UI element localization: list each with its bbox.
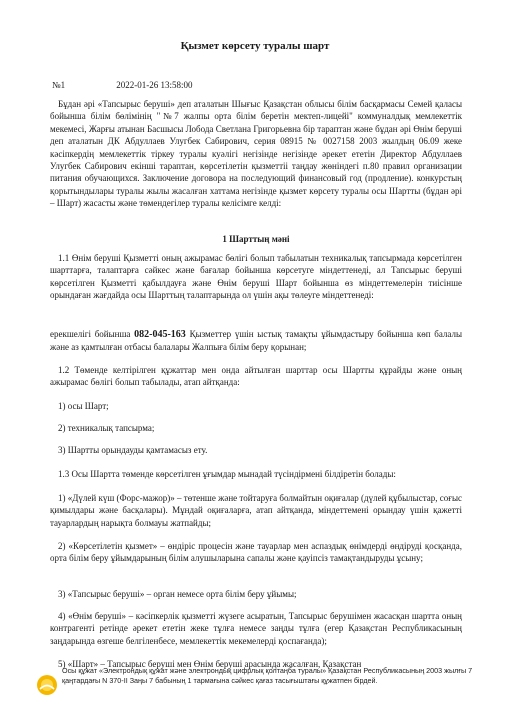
clause-1-2-block xyxy=(50,364,462,389)
clause-1-1: 1.1 Өнім беруші Қызметті оның ажырамас бөлігі болып табылатын техникалық тапсырмада көрсетілген шарттарға, талаптарға сәйкес және бағалар бойынша көрсетуге міндеттенеді, ал Тапсырыс беруші көрсетілген Қызметті қабылдауға және Өнім беруші Шарт бойынша өз міндеттемелерін тиісінше орындаған жағдайда осы Шарттың талаптарында ол үшін ақы төлеуге міндеттенеді: xyxy=(50,253,462,301)
definition-4-block xyxy=(50,610,462,647)
definition-item: 4) «Өнім беруші» – кәсіпкерлік қызметті жүзеге асыратын, Тапсырыс берушімен жасасқан шартта оның контрагенті ретінде әрекет ететін жеке тұлға немесе заңды тұлға (егер Қазақстан Республикасының заңдарында өзгеше белгіленбесе, мемлекеттік мекемелерді қоспағанда); xyxy=(50,611,462,646)
clause-1-1-block xyxy=(50,252,462,302)
document-title: Қызмет көрсету туралы шарт xyxy=(180,40,330,52)
definition-item: 3) «Тапсырыс беруші» – орган немесе орта білім беру ұйымы; xyxy=(58,589,297,599)
item-1-block xyxy=(50,400,462,412)
document-meta xyxy=(52,80,193,90)
clause-1-3-block xyxy=(50,468,462,480)
contract-datetime: 2022-01-26 13:58:00 xyxy=(116,80,193,90)
clause-1-1b-rest: Қызметтер үшін ыстық тамақты ұйымдастыру бойынша көп балалы және аз қамтылған отбасы балалары Жалпыға білім беру қорынан; xyxy=(50,329,463,353)
footer xyxy=(36,666,476,706)
definition-2-block xyxy=(50,540,462,565)
egov-logo-icon xyxy=(36,674,58,696)
item-3-block xyxy=(50,444,462,456)
definition-3-block xyxy=(50,588,462,600)
clause-1-1b-prefix: ерекшелігі бойынша xyxy=(50,329,131,339)
definition-item: 2) «Көрсетілетін қызмет» – өндіріс процесін және тауарлар мен аспаздық өнімдерді өндіруді қосқанда, орта білім беру ұйымдарының білім алушыларына сапалы және қауіпсіз тамақтандыруды ұсыну; xyxy=(50,541,462,564)
list-item: 1) осы Шарт; xyxy=(58,401,109,411)
list-item: 2) техникалық тапсырма; xyxy=(58,423,155,433)
clause-1-1b xyxy=(50,328,462,354)
intro-block xyxy=(50,98,462,210)
item-2-block xyxy=(50,422,462,434)
phone-number: 082-045-163 xyxy=(134,329,186,340)
definition-item: 1) «Дүлей күш (Форс-мажор)» – төтенше және тойтаруға болмайтын оқиғалар (дүлей құбылыстар, соғыс қимылдары және басқалары). Мұндай оқиғаларға, атап айтқанда, міндеттемені орындау үшін қажетті тауарлардың нарықта болмауы жатпайды; xyxy=(50,493,462,528)
clause-1-1b-block xyxy=(50,328,462,354)
clause-1-3: 1.3 Осы Шартта төменде көрсетілген ұғымдар мынадай түсіндірмені білдіретін болады: xyxy=(58,469,396,479)
intro-paragraph: Бұдан әрі «Тапсырыс беруші» деп аталатын Шығыс Қазақстан облысы білім басқармасы Семей қаласы бойынша білім бөлімінің "№7 жалпы орта білім беретін мектеп-лицейі" коммуналдық мемлекеттік мекемесі, Жарғы атынан Басшысы Лобода Светлана Григорьевна бір тараптан және бұдан әрі Өнім беруші деп аталатын ДК Абдуллаев Улугбек Сабирович, серия 08915 № 0027158 2003 жылдың 06.09 жеке кәсіпкердің мемлекеттік тіркеу туралы куәлігі негізінде негізінде әрекет ететін Директор Абдуллаев Улугбек Сабирович екінші тараптан, көрсетілетін қызметтіі таңдау жөніндегі п.80 правил организации питания обучающихся. Заключение договора на последующий финансовый год (продление). конкурстың қорытындылары туралы жылы жасалған хаттама негізінде қызмет көрсету туралы осы Шартты (бұдан әрі – Шарт) жасасты және төмендегілер туралы келісімге келді: xyxy=(50,99,462,209)
definition-item: 5) «Шарт» – Тапсырыс беруші мен Өнім беруші арасында жасалған, Қазақстан xyxy=(58,659,362,669)
clause-1-2: 1.2 Төменде келтірілген құжаттар мен онда айтылған шарттар осы Шартты құрайды және оның ажырамас бөлігі болып табылады, атап айтқанда: xyxy=(50,365,462,388)
contract-number: №1 xyxy=(52,80,66,90)
section1-heading-block xyxy=(50,233,462,245)
section1-title: 1 Шарттың мәні xyxy=(222,234,290,244)
definition-1-block xyxy=(50,492,462,529)
footer-note: Осы құжат «Электрондық құжат және электрондық цифрлық қолтаңба туралы» Қазақстан Республикасының 2003 жылғы 7 қаңтардағы N 370-II Заңы 7 бабының 1 тармағына сәйкес қағаз тасығыштағы құжатпен бірдей. xyxy=(62,666,473,685)
list-item: 3) Шартты орындауды қамтамасыз ету. xyxy=(58,445,208,455)
